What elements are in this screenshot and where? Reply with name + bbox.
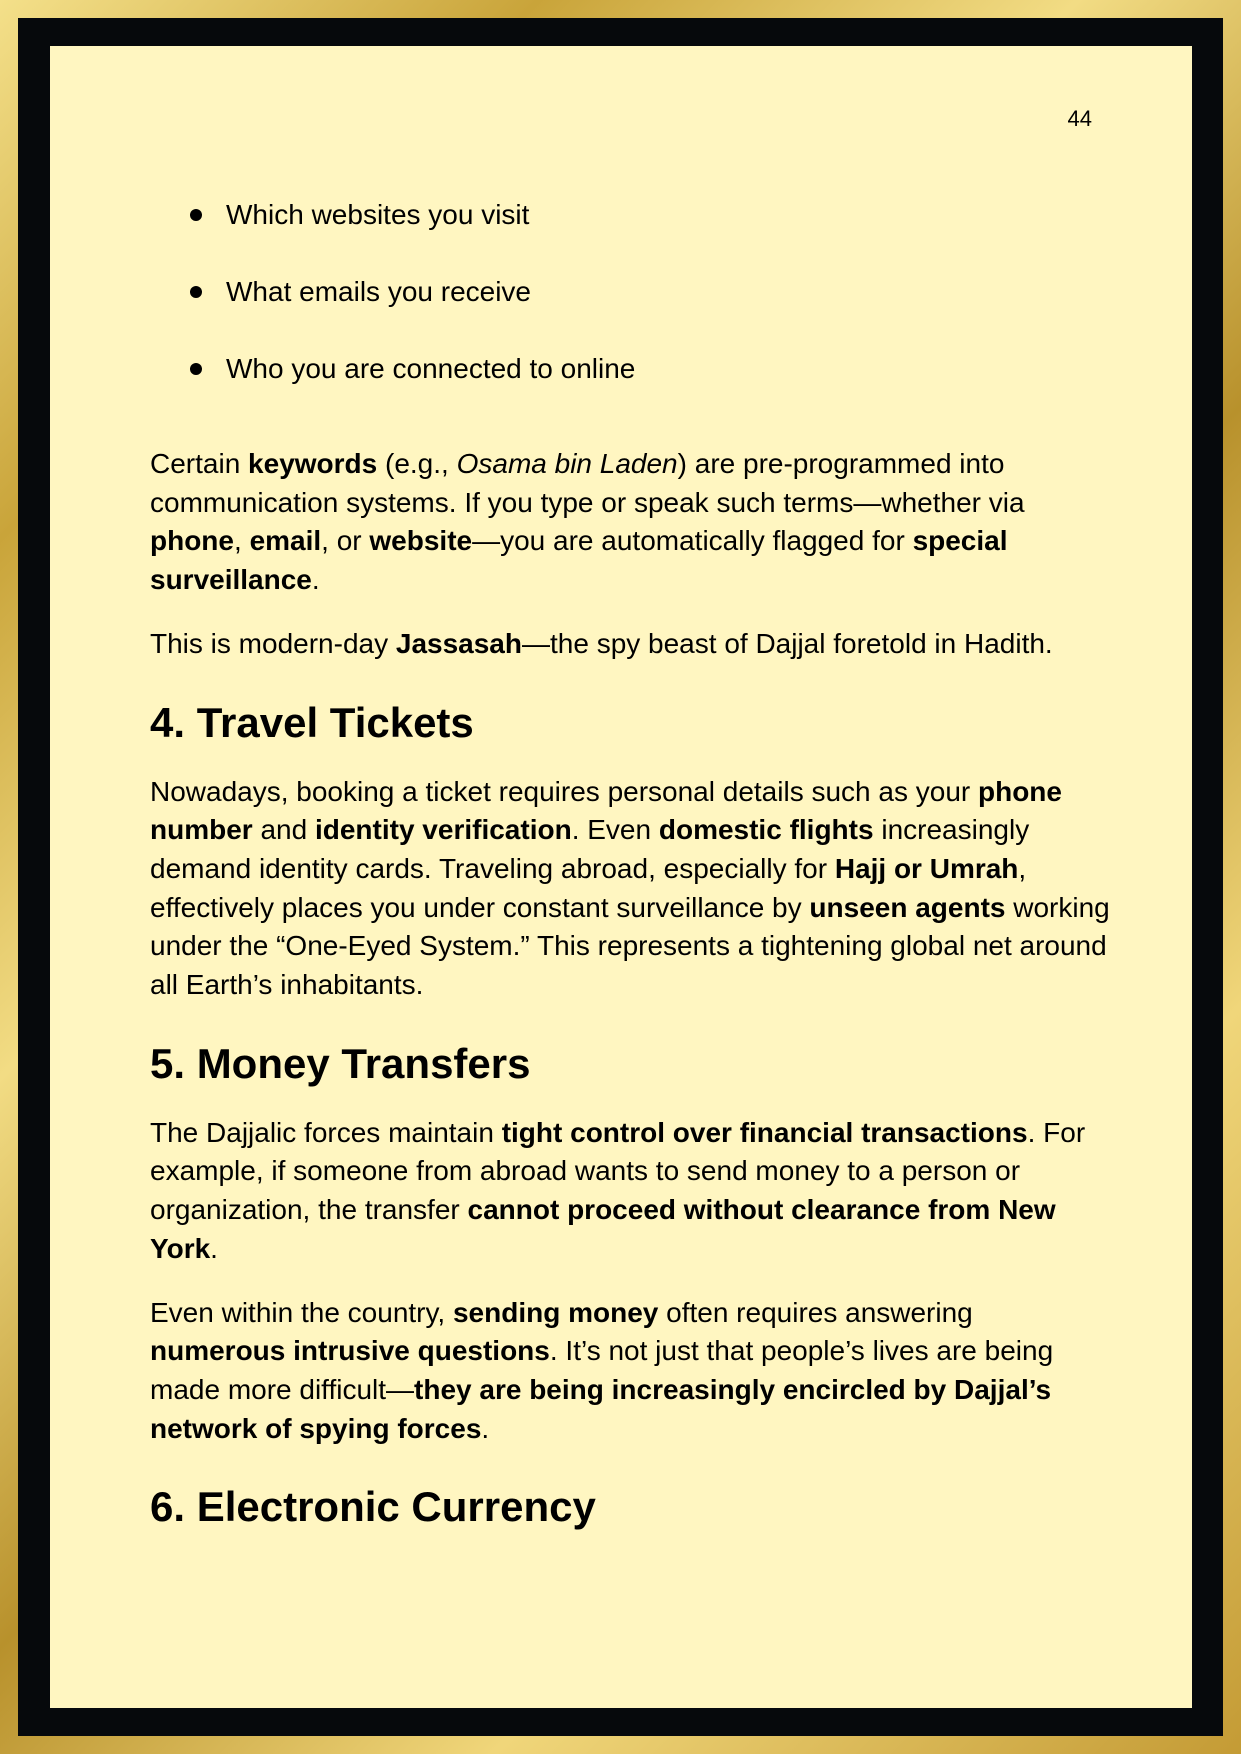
bold-run: website (369, 525, 473, 557)
jassasah-paragraph (150, 625, 1110, 664)
heading-travel-tickets: 4. Travel Tickets (150, 698, 474, 746)
bullet-list (150, 195, 1110, 389)
text-run: —you are automatically flagged for (472, 525, 913, 557)
text-run: , effectively places you under constant surveillance by (150, 852, 1027, 923)
text-run: . Even (571, 814, 659, 846)
bold-run: Jassasah (395, 627, 522, 659)
text-run: . (210, 1232, 218, 1264)
text-run: . (311, 564, 320, 596)
text-run: . (481, 1412, 490, 1444)
page-number: 44 (1067, 106, 1092, 131)
text-run: , (234, 525, 250, 557)
text-run: —the spy beast of Dajjal foretold in Hadith. (521, 627, 1053, 659)
bold-run: special surveillance (150, 525, 1008, 596)
bold-run: email (249, 525, 322, 557)
money-paragraph-1 (150, 1114, 1110, 1269)
text-run: , or (321, 525, 370, 557)
text-run: Certain (150, 448, 249, 479)
bold-run: keywords (248, 448, 378, 479)
bold-run: numerous intrusive questions (150, 1335, 550, 1367)
bullet-text: Which websites you visit (226, 199, 530, 230)
bold-run: tight control over financial transactions (501, 1116, 1028, 1148)
bold-run: cannot proceed without clearance from New York (150, 1194, 1056, 1264)
text-run: . It’s not just that people’s lives are being made more difficult— (150, 1335, 1054, 1405)
document-page (50, 46, 1192, 1708)
bold-run: identity verification (314, 814, 572, 846)
text-run: (e.g., (377, 448, 457, 479)
heading-money-transfers: 5. Money Transfers (150, 1039, 531, 1087)
money-paragraph-2 (150, 1294, 1110, 1449)
text-run: This is modern-day (150, 627, 396, 659)
bullet-dot-icon (190, 363, 202, 375)
text-run: ) are pre-programmed into communication systems. If you type or speak such terms—whether via (150, 448, 1025, 518)
bold-run: unseen agents (809, 891, 1006, 923)
text-run: . For example, if someone from abroad wants to send money to a person or organization, the transfer (150, 1116, 1086, 1226)
bullet-item (150, 195, 1110, 235)
bullet-item (150, 349, 1110, 389)
heading-electronic-currency: 6. Electronic Currency (150, 1483, 596, 1531)
bold-run: phone number (150, 775, 1062, 846)
keywords-paragraph (150, 445, 1110, 600)
text-run: increasingly demand identity cards. Traveling abroad, especially for (150, 814, 1030, 884)
bullet-dot-icon (190, 286, 202, 298)
text-run: often requires answering (658, 1296, 973, 1328)
page-content (150, 146, 1110, 1532)
bullet-text: Who you are connected to online (226, 353, 636, 384)
bold-run: they are being increasingly encircled by Dajjal’s network of spying forces (150, 1373, 1052, 1444)
bullet-text: What emails you receive (226, 276, 532, 307)
bullet-item (150, 272, 1110, 312)
bold-run: domestic flights (658, 814, 874, 846)
bullet-dot-icon (190, 209, 202, 221)
bold-run: Hajj or Umrah (834, 852, 1019, 884)
text-run: and (252, 814, 315, 846)
italic-run: Osama bin Laden (456, 448, 678, 479)
text-run: The Dajjalic forces maintain (150, 1116, 502, 1148)
text-run: Nowadays, booking a ticket requires personal details such as your (150, 775, 978, 807)
bold-run: phone (150, 525, 234, 557)
text-run: working under the “One-Eyed System.” This represents a tightening global net around all Earth’s inhabitants. (150, 891, 1110, 1001)
travel-paragraph (150, 773, 1110, 1005)
bold-run: sending money (452, 1296, 659, 1328)
text-run: Even within the country, (150, 1296, 453, 1328)
